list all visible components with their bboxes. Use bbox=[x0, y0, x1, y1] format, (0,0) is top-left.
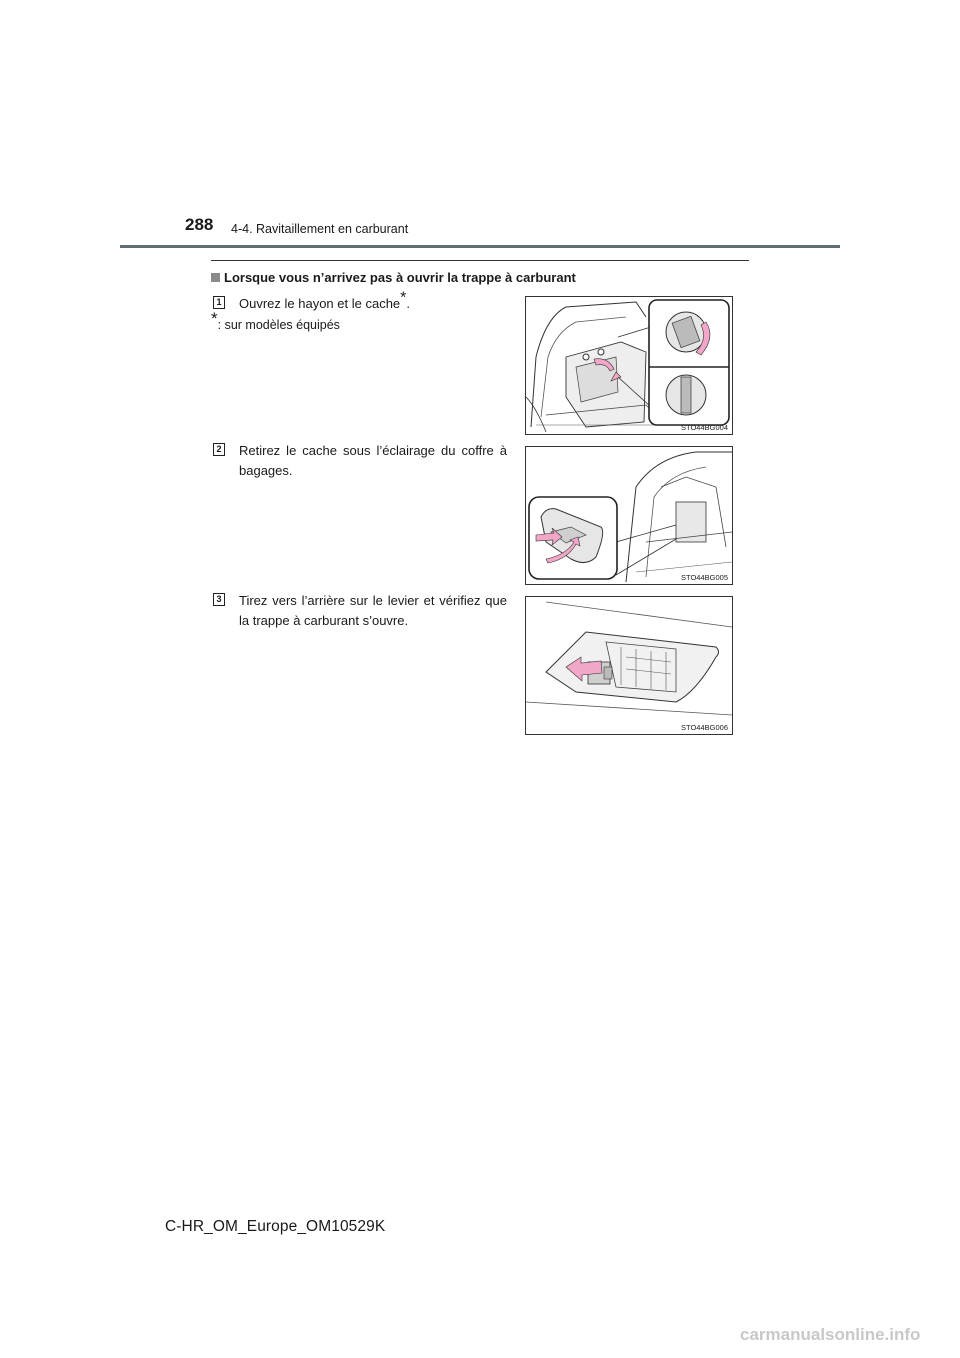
step-3-text: Tirez vers l’arrière sur le levier et vérifiez que la trappe à carburant s’ouvre. bbox=[239, 593, 507, 628]
figure-2-code: STO44BG005 bbox=[681, 573, 728, 582]
luggage-light-illustration bbox=[526, 447, 732, 584]
step-1-text bbox=[239, 289, 507, 314]
step-1-text-end: . bbox=[406, 296, 411, 311]
figure-3 bbox=[525, 596, 733, 735]
page-number: 288 bbox=[185, 215, 214, 234]
note-text: : sur modèles équipés bbox=[217, 318, 340, 332]
step-number-3: 3 bbox=[213, 593, 225, 606]
figure-2 bbox=[525, 446, 733, 585]
subsection-heading-text: Lorsque vous n’arrivez pas à ouvrir la trappe à carburant bbox=[224, 270, 576, 285]
square-bullet-icon bbox=[211, 273, 220, 282]
subsection-heading bbox=[211, 270, 576, 285]
header-rule bbox=[120, 245, 840, 248]
trunk-cover-illustration bbox=[526, 297, 732, 434]
footer-watermark: carmanualsonline.info bbox=[740, 1325, 921, 1344]
step-1-note bbox=[211, 308, 340, 332]
step-1-asterisk: * bbox=[400, 289, 407, 307]
section-title: 4-4. Ravitaillement en carburant bbox=[231, 222, 409, 236]
fuel-lever-illustration bbox=[526, 597, 732, 734]
step-number-2: 2 bbox=[213, 443, 225, 456]
figure-3-code: STO44BG006 bbox=[681, 723, 728, 732]
figure-1-code: STO44BG004 bbox=[681, 423, 728, 432]
step-number-1: 1 bbox=[213, 296, 225, 309]
figure-1 bbox=[525, 296, 733, 435]
step-1-text-main: Ouvrez le hayon et le cache bbox=[239, 296, 401, 311]
subsection-rule bbox=[211, 260, 749, 261]
note-asterisk: * bbox=[211, 308, 218, 328]
step-2-text: Retirez le cache sous l’éclairage du coffre à bagages. bbox=[239, 443, 507, 478]
footer-model-code: C-HR_OM_Europe_OM10529K bbox=[165, 1218, 386, 1235]
